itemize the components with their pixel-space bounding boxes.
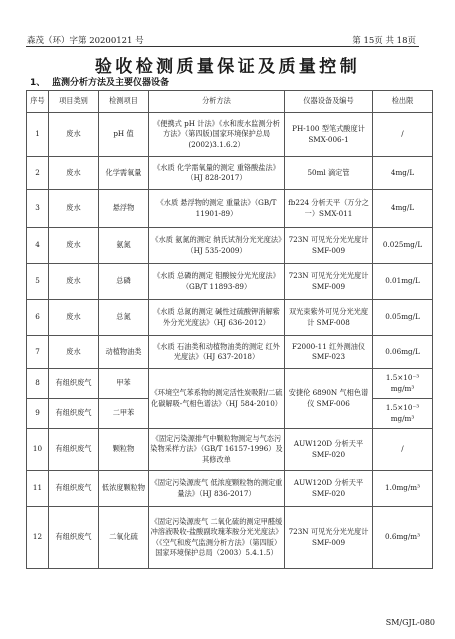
cell-no: 6 xyxy=(27,300,49,336)
cell-item: 悬浮物 xyxy=(99,190,149,228)
report-number: 森茂（环）字第 20200121 号 xyxy=(27,36,144,46)
cell-no: 9 xyxy=(27,399,49,429)
cell-category: 有组织废气 xyxy=(49,429,99,471)
cell-item: 动植物油类 xyxy=(99,336,149,369)
cell-category: 废水 xyxy=(49,300,99,336)
cell-method: 《便携式 pH 计法》《水和废水监测分析方法》（第四版)国家环境保护总局(2002)3.1.6.2） xyxy=(149,113,285,157)
cell-item: 总氮 xyxy=(99,300,149,336)
table-row xyxy=(27,113,433,157)
cell-method: 《水质 总氮的测定 碱性过硫酸钾消解紫外分光光度法》（HJ 636-2012） xyxy=(149,300,285,336)
cell-category: 有组织废气 xyxy=(49,369,99,399)
table-row xyxy=(27,507,433,569)
cell-limit: 0.06mg/L xyxy=(373,336,433,369)
cell-no: 2 xyxy=(27,157,49,190)
table-row xyxy=(27,157,433,190)
cell-category: 有组织废气 xyxy=(49,507,99,569)
footer-code: SM/GJL-080 xyxy=(385,618,435,627)
cell-item: 二氧化硫 xyxy=(99,507,149,569)
cell-category: 废水 xyxy=(49,190,99,228)
cell-no: 3 xyxy=(27,190,49,228)
cell-category: 有组织废气 xyxy=(49,399,99,429)
section-label: 监测分析方法及主要仪器设备 xyxy=(52,78,170,88)
cell-instrument: AUW120D 分析天平 SMF-020 xyxy=(285,429,373,471)
cell-limit: 4mg/L xyxy=(373,157,433,190)
cell-instrument: 安捷伦 6890N 气相色谱仪 SMF-006 xyxy=(285,369,373,429)
page-title: 验收检测质量保证及质量控制 xyxy=(94,57,361,77)
cell-instrument: 723N 可见光分光光度计 SMF-009 xyxy=(285,264,373,300)
cell-no: 11 xyxy=(27,471,49,507)
cell-limit: 0.025mg/L xyxy=(373,228,433,264)
table-header-row xyxy=(27,91,433,113)
cell-method: 《环境空气苯系物的测定活性炭吸附/二硫化碳解吸-气相色谱法》（HJ 584-2010） xyxy=(149,369,285,429)
cell-limit: 1.0mg/m³ xyxy=(373,471,433,507)
cell-method: 《固定污染源废气 二氧化硫的测定甲醛缓冲溶液吸收-盐酸副玫瑰苯胺分光光度法》（《空气和废气监测分析方法》（第四版）国家环境保护总局（2003）5.4.1.5） xyxy=(149,507,285,569)
section-heading xyxy=(30,75,169,88)
cell-limit: 1.5×10⁻³ mg/m³ xyxy=(373,399,433,429)
table-row xyxy=(27,471,433,507)
cell-item: 氨氮 xyxy=(99,228,149,264)
col-header-instrument: 仪器设备及编号 xyxy=(285,91,373,113)
col-header-category: 项目类别 xyxy=(49,91,99,113)
cell-instrument: 50ml 滴定管 xyxy=(285,157,373,190)
cell-no: 5 xyxy=(27,264,49,300)
table-row xyxy=(27,264,433,300)
col-header-method: 分析方法 xyxy=(149,91,285,113)
cell-no: 1 xyxy=(27,113,49,157)
cell-instrument: 723N 可见光分光光度计 SMF-009 xyxy=(285,228,373,264)
table-row xyxy=(27,190,433,228)
cell-instrument: fb224 分析天平（万分之一）SMX-011 xyxy=(285,190,373,228)
cell-no: 7 xyxy=(27,336,49,369)
cell-item: 二甲苯 xyxy=(99,399,149,429)
cell-method: 《固定污染源废气 低浓度颗粒物的测定重量法》（HJ 836-2017） xyxy=(149,471,285,507)
table-row xyxy=(27,369,433,399)
cell-no: 10 xyxy=(27,429,49,471)
cell-limit: 1.5×10⁻³ mg/m³ xyxy=(373,369,433,399)
col-header-limit: 检出限 xyxy=(373,91,433,113)
table-row xyxy=(27,336,433,369)
cell-method: 《水质 化学需氧量的测定 重铬酸盐法》（HJ 828-2017） xyxy=(149,157,285,190)
cell-instrument: AUW120D 分析天平 SMF-020 xyxy=(285,471,373,507)
cell-method: 《水质 石油类和动植物油类的测定 红外光度法》（HJ 637-2018） xyxy=(149,336,285,369)
cell-item: 低浓度颗粒物 xyxy=(99,471,149,507)
table-row xyxy=(27,228,433,264)
cell-method: 《水质 悬浮物的测定 重量法》（GB/T 11901-89） xyxy=(149,190,285,228)
cell-category: 有组织废气 xyxy=(49,471,99,507)
cell-category: 废水 xyxy=(49,113,99,157)
cell-category: 废水 xyxy=(49,336,99,369)
cell-method: 《固定污染源排气中颗粒物测定与气态污染物采样方法》（GB/T 16157-1996）及其修改单 xyxy=(149,429,285,471)
methods-table xyxy=(26,90,433,569)
col-header-item: 检测项目 xyxy=(99,91,149,113)
cell-instrument: 723N 可见光分光光度计 SMF-009 xyxy=(285,507,373,569)
section-number: 1、 xyxy=(30,78,46,88)
cell-limit: 0.01mg/L xyxy=(373,264,433,300)
cell-method: 《水质 总磷的测定 钼酸铵分光光度法》（GB/T 11893-89） xyxy=(149,264,285,300)
cell-instrument: F2000-11 红外测油仪 SMF-023 xyxy=(285,336,373,369)
cell-no: 12 xyxy=(27,507,49,569)
table-row xyxy=(27,300,433,336)
cell-limit: / xyxy=(373,429,433,471)
cell-item: 总磷 xyxy=(99,264,149,300)
col-header-no: 序号 xyxy=(27,91,49,113)
cell-category: 废水 xyxy=(49,264,99,300)
table-row xyxy=(27,429,433,471)
cell-item: pH 值 xyxy=(99,113,149,157)
cell-instrument: PH-100 型笔式酸度计 SMX-006-1 xyxy=(285,113,373,157)
cell-method: 《水质 氨氮的测定 纳氏试剂分光光度法》（HJ 535-2009） xyxy=(149,228,285,264)
cell-no: 4 xyxy=(27,228,49,264)
cell-limit: / xyxy=(373,113,433,157)
cell-category: 废水 xyxy=(49,228,99,264)
cell-category: 废水 xyxy=(49,157,99,190)
header-rule xyxy=(26,46,419,47)
cell-limit: 0.05mg/L xyxy=(373,300,433,336)
cell-limit: 4mg/L xyxy=(373,190,433,228)
cell-item: 颗粒物 xyxy=(99,429,149,471)
cell-no: 8 xyxy=(27,369,49,399)
cell-item: 化学需氧量 xyxy=(99,157,149,190)
page-info: 第 15页 共 18页 xyxy=(352,36,416,46)
cell-limit: 0.6mg/m³ xyxy=(373,507,433,569)
cell-instrument: 双光束紫外可见分光光度计 SMF-008 xyxy=(285,300,373,336)
cell-item: 甲苯 xyxy=(99,369,149,399)
